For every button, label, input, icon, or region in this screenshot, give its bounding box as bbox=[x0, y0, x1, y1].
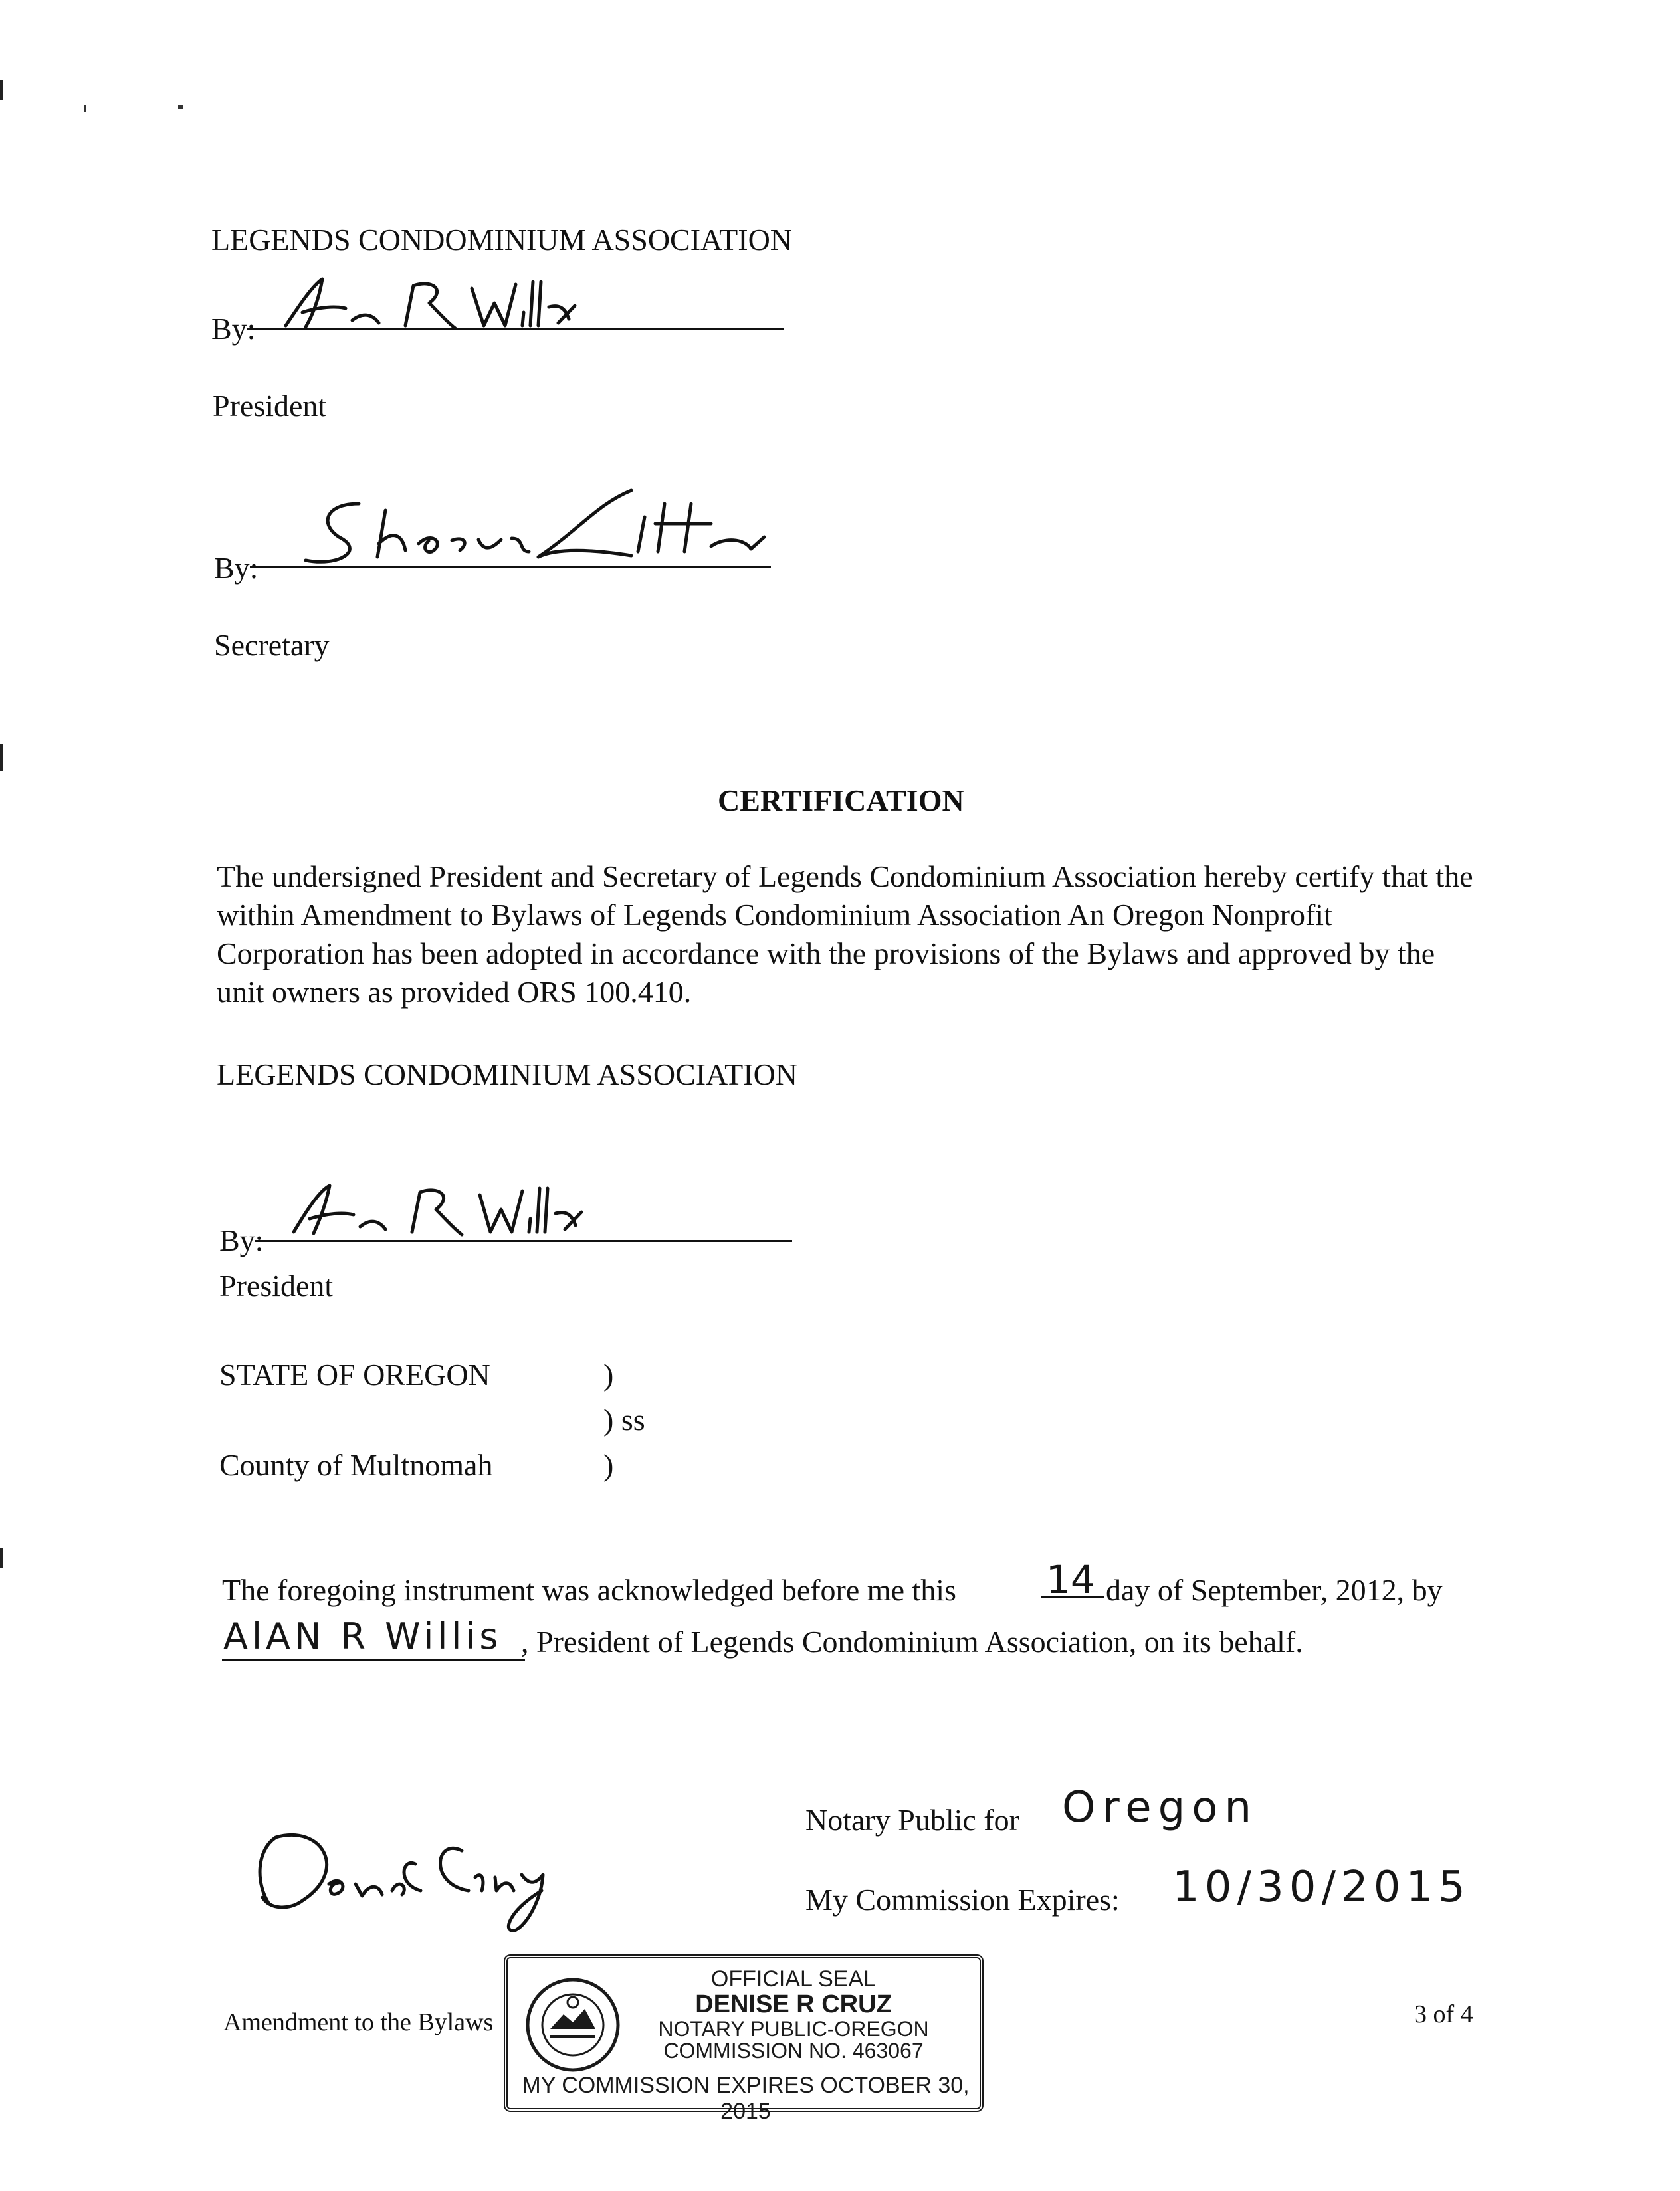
venue-ss: ) ss bbox=[603, 1403, 645, 1437]
seal-line-official: OFFICIAL SEAL bbox=[710, 1966, 877, 1992]
president-title-top: President bbox=[213, 389, 327, 423]
ack-line1-after: day of September, 2012, by bbox=[1106, 1573, 1443, 1607]
seal-text-block bbox=[607, 1968, 980, 2063]
official-seal-stamp bbox=[504, 1954, 984, 2124]
notary-signature bbox=[249, 1811, 575, 1937]
notary-public-for-label: Notary Public for bbox=[805, 1803, 1019, 1837]
venue-state: STATE OF OREGON bbox=[219, 1358, 490, 1392]
association-heading-cert: LEGENDS CONDOMINIUM ASSOCIATION bbox=[217, 1057, 798, 1091]
venue-paren-1: ) bbox=[603, 1358, 614, 1392]
commission-expires-value: 10/30/2015 bbox=[1172, 1863, 1471, 1912]
president-title-cert: President bbox=[219, 1269, 334, 1303]
by-label-secretary: By: bbox=[214, 551, 259, 585]
seal-line-commission-no: COMMISSION NO. 463067 bbox=[663, 2039, 924, 2063]
seal-line-expires: MY COMMISSION EXPIRES OCTOBER 30, 2015 bbox=[522, 2073, 970, 2124]
certification-heading: CERTIFICATION bbox=[718, 783, 964, 817]
scan-speck bbox=[178, 105, 183, 109]
by-label-president-cert: By: bbox=[219, 1223, 264, 1257]
president-signature bbox=[272, 266, 585, 339]
by-label-president: By: bbox=[211, 312, 256, 346]
seal-line-notary: NOTARY PUBLIC-OREGON bbox=[658, 2016, 929, 2041]
president-signature-cert bbox=[279, 1171, 591, 1244]
binder-mark bbox=[0, 80, 3, 100]
footer-page-number: 3 of 4 bbox=[1414, 2000, 1473, 2028]
binder-mark bbox=[0, 1548, 3, 1568]
secretary-title: Secretary bbox=[214, 628, 330, 662]
binder-mark bbox=[0, 744, 3, 771]
ack-line1-before: The foregoing instrument was acknowledged before me this bbox=[222, 1573, 956, 1607]
venue-county: County of Multnomah bbox=[219, 1448, 493, 1482]
secretary-signature bbox=[286, 477, 778, 577]
ack-name-blank-line bbox=[222, 1659, 525, 1661]
ack-name-handwritten: AlAN R Willis bbox=[223, 1616, 502, 1657]
notary-public-for-value: Oregon bbox=[1062, 1783, 1258, 1832]
ack-day-handwritten: 14 bbox=[1046, 1557, 1095, 1602]
ack-line2-after: , President of Legends Condominium Association, on its behalf. bbox=[521, 1625, 1303, 1659]
commission-expires-label: My Commission Expires: bbox=[805, 1883, 1120, 1917]
scan-speck bbox=[84, 105, 86, 112]
certification-paragraph: The undersigned President and Secretary of Legends Condominium Association hereby certify that the within Amendment to Bylaws of Legends Condominium Association An Oregon Nonprofit Corporation has been adopted in accordance with the provisions of the Bylaws and approved by the unit owners as provided ORS 100.410. bbox=[217, 859, 1473, 1009]
seal-line-name: DENISE R CRUZ bbox=[695, 1990, 892, 2018]
footer-left: Amendment to the Bylaws bbox=[223, 2008, 494, 2036]
venue-paren-2: ) bbox=[603, 1448, 614, 1482]
association-heading-top: LEGENDS CONDOMINIUM ASSOCIATION bbox=[211, 223, 793, 257]
